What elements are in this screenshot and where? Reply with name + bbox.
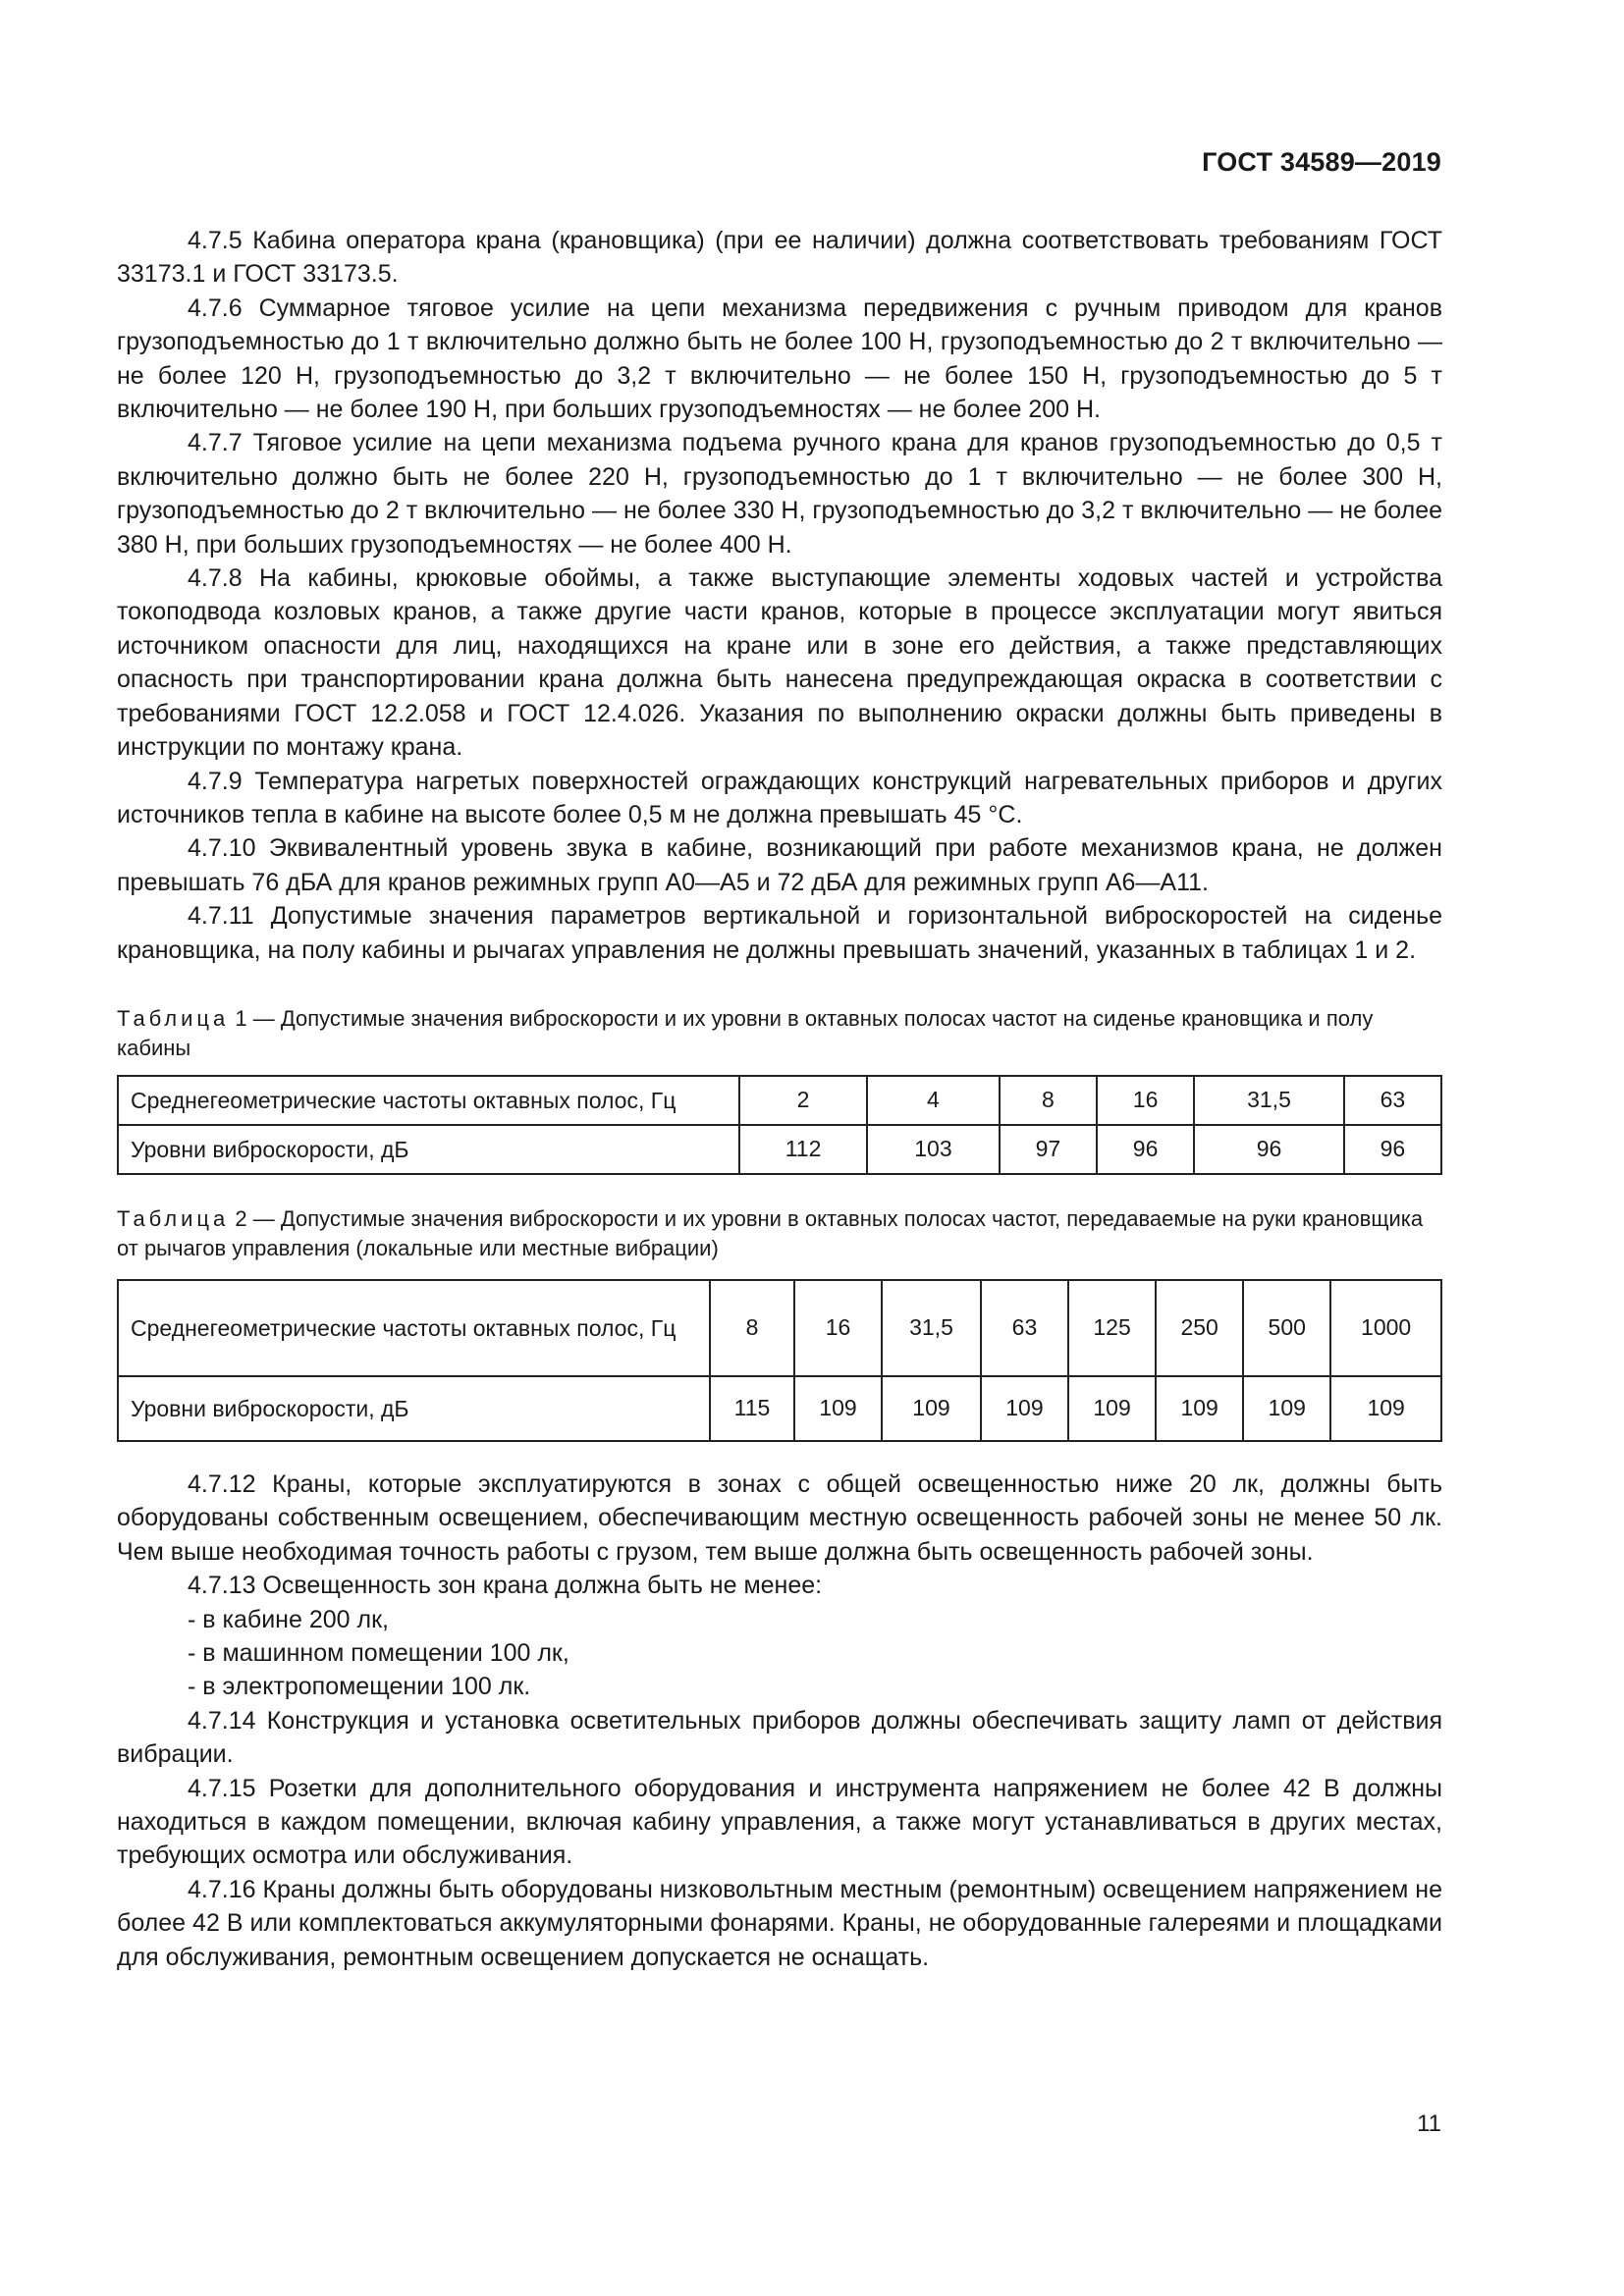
table1-caption-text: 1 — Допустимые значения виброскорости и их уровни в октавных полосах частот на сиденье крановщика и полу кабины [117,1005,1374,1060]
table2-level-cell: 109 [882,1376,981,1441]
table1-row-frequencies [118,1076,1441,1125]
table2-caption-text: 2 — Допустимые значения виброскорости и их уровни в октавных полосах частот, передаваемые на руки крановщика от рычагов управления (локальные или местные вибрации) [117,1205,1424,1260]
table2-freq-cell: 125 [1068,1280,1156,1376]
paragraph-4-7-10: 4.7.10 Эквивалентный уровень звука в кабине, возникающий при работе механизмов крана, не должен превышать 76 дБА для кранов режимных групп А0—А5 и 72 дБА для режимных групп А6—А11. [117,834,1442,896]
main-content [117,224,1442,1974]
paragraph-4-7-12: 4.7.12 Краны, которые эксплуатируются в зонах с общей освещенностью ниже 20 лк, должны быть оборудованы собственным освещением, обеспечивающим местную освещенность рабочей зоны не менее 50 лк. Чем выше необходимая точность работы с грузом, тем выше должна быть освещенность рабочей зоны. [117,1469,1442,1566]
table1-freq-cell: 16 [1097,1076,1194,1125]
table2-level-cell: 109 [794,1376,882,1441]
paragraph-4-7-14: 4.7.14 Конструкция и установка осветительных приборов должны обеспечивать защиту ламп от действия вибрации. [117,1706,1442,1769]
table1-row1-header: Среднегеометрические частоты октавных полос, Гц [118,1076,739,1125]
table2-freq-cell: 500 [1243,1280,1330,1376]
paragraph-4-7-7: 4.7.7 Тяговое усилие на цепи механизма подъема ручного крана для кранов грузоподъемностью до 0,5 т включительно должно быть не более 220 Н, грузоподъемностью до 1 т включительно — не более 300 Н, грузоподъемностью до 2 т включительно — не более 330 Н, грузоподъемностью до 3,2 т включительно — не более 380 Н, при больших грузоподъемностях — не более 400 Н. [117,429,1442,559]
list-item-machine-room: - в машинном помещении 100 лк, [188,1638,569,1667]
table1-level-cell: 97 [1000,1125,1097,1174]
table1-row2-header: Уровни виброскорости, дБ [118,1125,739,1174]
table2-freq-cell: 63 [981,1280,1068,1376]
table2-level-cell: 109 [1068,1376,1156,1441]
table1-level-cell: 96 [1194,1125,1344,1174]
list-item-electrical-room: - в электропомещении 100 лк. [188,1673,531,1701]
table2-level-cell: 109 [981,1376,1068,1441]
table1-freq-cell: 2 [739,1076,867,1125]
table2-caption [117,1204,1442,1263]
paragraph-4-7-13: 4.7.13 Освещенность зон крана должна быть не менее: [188,1572,823,1600]
table1-level-cell: 112 [739,1125,867,1174]
table2-label: Таблица [117,1205,230,1231]
paragraph-4-7-8: 4.7.8 На кабины, крюковые обоймы, а также выступающие элементы ходовых частей и устройства токоподвода козловых кранов, а также другие части кранов, которые в процессе эксплуатации могут явиться источником опасности для лиц, находящихся на кране или в зоне его действия, а также представляющих опасность при транспортировании крана должна быть нанесена предупреждающая окраска в соответствии с требованиями ГОСТ 12.2.058 и ГОСТ 12.4.026. Указания по выполнению окраски должны быть приведены в инструкции по монтажу крана. [117,564,1442,762]
table2-freq-cell: 16 [794,1280,882,1376]
table1-freq-cell: 4 [867,1076,1000,1125]
paragraph-4-7-16: 4.7.16 Краны должны быть оборудованы низковольтным местным (ремонтным) освещением напряжением не более 42 В или комплектоваться аккумуляторными фонарями. Краны, не оборудованные галереями и площадками для обслуживания, ремонтным освещением допускается не оснащать. [117,1875,1443,1971]
table2-level-cell: 109 [1243,1376,1330,1441]
paragraph-4-7-5: 4.7.5 Кабина оператора крана (крановщика) (при ее наличии) должна соответствовать требованиям ГОСТ 33173.1 и ГОСТ 33173.5. [117,227,1442,289]
table2-row1-header: Среднегеометрические частоты октавных полос, Гц [118,1280,710,1376]
table1-level-cell: 103 [867,1125,1000,1174]
table1-caption [117,1004,1442,1063]
table2-freq-cell: 8 [710,1280,794,1376]
table2-freq-cell: 250 [1156,1280,1243,1376]
list-item-cabin: - в кабине 200 лк, [188,1605,389,1633]
table1-freq-cell: 63 [1344,1076,1441,1125]
table2-freq-cell: 1000 [1330,1280,1441,1376]
paragraph-4-7-15: 4.7.15 Розетки для дополнительного оборудования и инструмента напряжением не более 42 В должны находиться в каждом помещении, включая кабину управления, а также могут устанавливаться в других местах, требующих осмотра или обслуживания. [117,1774,1442,1870]
table1-level-cell: 96 [1344,1125,1441,1174]
table1 [117,1075,1442,1175]
table2-row-frequencies [118,1280,1441,1376]
table2-row-levels [118,1376,1441,1441]
table2 [117,1279,1442,1442]
table1-freq-cell: 8 [1000,1076,1097,1125]
page-number: 11 [1417,2110,1441,2137]
paragraph-4-7-6: 4.7.6 Суммарное тяговое усилие на цепи механизма передвижения с ручным приводом для кранов грузоподъемностью до 1 т включительно должно быть не более 100 Н, грузоподъемностью до 2 т включительно — не более 120 Н, грузоподъемностью до 3,2 т включительно — не более 150 Н, грузоподъемностью до 5 т включительно — не более 190 Н, при больших грузоподъемностях — не более 200 Н. [117,294,1442,424]
table2-level-cell: 115 [710,1376,794,1441]
paragraph-4-7-9: 4.7.9 Температура нагретых поверхностей ограждающих конструкций нагревательных приборов и других источников тепла в кабине на высоте более 0,5 м не должна превышать 45 °С. [117,767,1442,828]
table1-row-levels [118,1125,1441,1174]
table1-label: Таблица [117,1005,230,1031]
table1-freq-cell: 31,5 [1194,1076,1344,1125]
table1-level-cell: 96 [1097,1125,1194,1174]
document-header: ГОСТ 34589—2019 [1202,147,1441,177]
paragraph-4-7-11: 4.7.11 Допустимые значения параметров вертикальной и горизонтальной виброскоростей на сиденье крановщика, на полу кабины и рычагах управления не должны превышать значений, указанных в таблицах 1 и 2. [117,902,1442,964]
table2-freq-cell: 31,5 [882,1280,981,1376]
table2-level-cell: 109 [1156,1376,1243,1441]
table2-row2-header: Уровни виброскорости, дБ [118,1376,710,1441]
table2-level-cell: 109 [1330,1376,1441,1441]
